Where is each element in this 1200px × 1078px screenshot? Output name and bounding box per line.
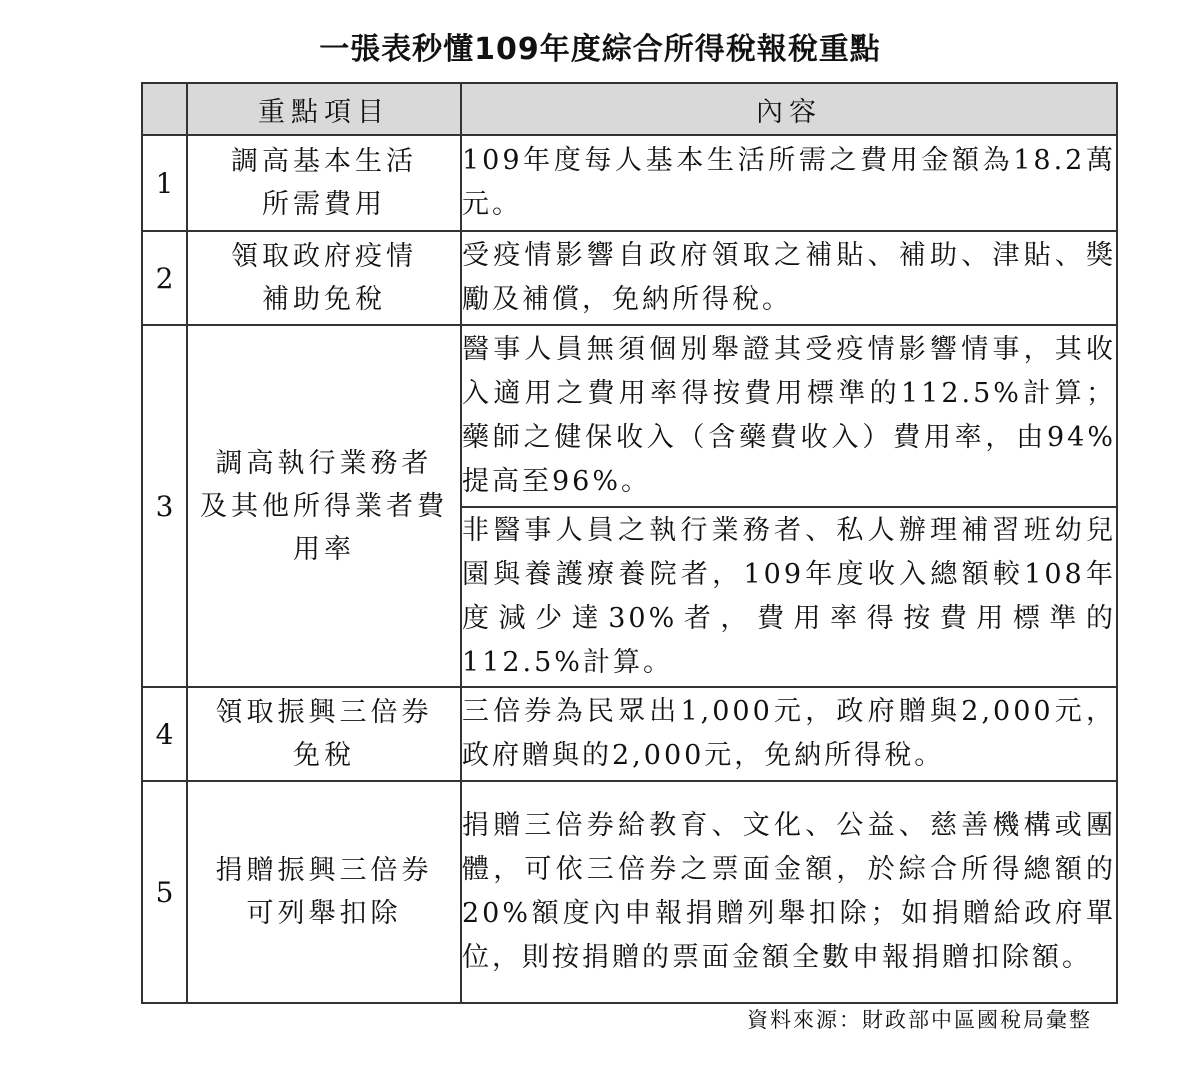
row-content: 非醫事人員之執行業務者、私人辦理補習班幼兒園與養護療養院者，109年度收入總額較108年度減少達30%者，費用率得按費用標準的112.5%計算。: [461, 507, 1117, 687]
table-row: [142, 781, 1117, 1003]
row-number: 1: [142, 135, 187, 231]
row-content: 捐贈三倍券給教育、文化、公益、慈善機構或團體，可依三倍券之票面金額，於綜合所得總額的20%額度內申報捐贈列舉扣除；如捐贈給政府單位，則按捐贈的票面金額全數申報捐贈扣除額。: [461, 781, 1117, 1003]
row-number: 5: [142, 781, 187, 1003]
header-number: [142, 83, 187, 135]
row-number: 2: [142, 231, 187, 325]
page-title: 一張表秒懂109年度綜合所得稅報稅重點: [319, 32, 881, 67]
row-content: 109年度每人基本生活所需之費用金額為18.2萬元。: [461, 135, 1117, 231]
table-header-row: [142, 83, 1117, 135]
header-item: 重點項目: [187, 83, 461, 135]
row-item: 調高執行業務者 及其他所得業者費 用率: [187, 325, 461, 687]
row-number: 4: [142, 687, 187, 781]
row-item: 調高基本生活 所需費用: [187, 135, 461, 231]
row-content: 受疫情影響自政府領取之補貼、補助、津貼、獎勵及補償，免納所得稅。: [461, 231, 1117, 325]
row-content: 醫事人員無須個別舉證其受疫情影響情事，其收入適用之費用率得按費用標準的112.5%計算；藥師之健保收入（含藥費收入）費用率，由94%提高至96%。: [461, 325, 1117, 507]
source-note: 資料來源：財政部中區國稅局彙整: [747, 1008, 1092, 1032]
row-content: 三倍券為民眾出1,000元，政府贈與2,000元，政府贈與的2,000元，免納所得稅。: [461, 687, 1117, 781]
row-number: 3: [142, 325, 187, 687]
header-content: 內容: [461, 83, 1117, 135]
table-row: [142, 687, 1117, 781]
row-item: 領取政府疫情 補助免稅: [187, 231, 461, 325]
row-item: 領取振興三倍券 免稅: [187, 687, 461, 781]
table-row: [142, 325, 1117, 507]
tax-highlights-table: [141, 82, 1118, 1004]
row-item: 捐贈振興三倍券 可列舉扣除: [187, 781, 461, 1003]
table-row: [142, 231, 1117, 325]
table-row: [142, 135, 1117, 231]
